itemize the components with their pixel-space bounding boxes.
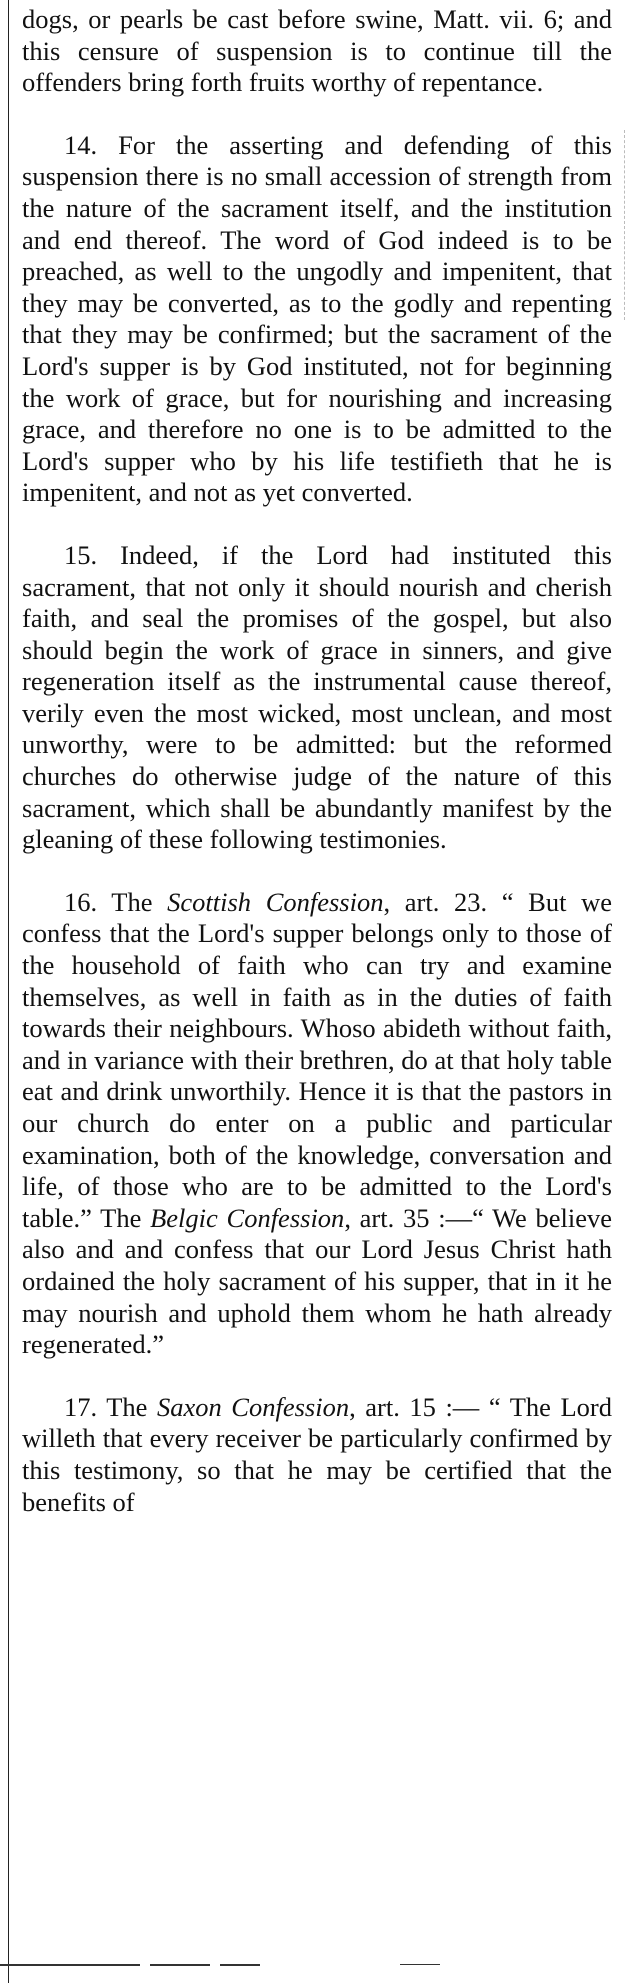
- text-run: dogs, or pearls be cast before swine, Matt. vii. 6; and this censure of suspension is to continue till the offenders bring forth fruits worthy of repentance.: [22, 4, 612, 98]
- paragraph-16: [22, 887, 612, 1361]
- paragraph-14: [22, 130, 612, 509]
- text-run: 16. The: [64, 886, 168, 917]
- italic-title: Saxon Confession: [156, 1391, 350, 1422]
- bottom-rule-segment: [400, 1964, 440, 1965]
- left-margin-rule: [8, 0, 9, 1983]
- paragraph-17: [22, 1392, 612, 1518]
- text-run: , art. 23. “ But we confess that the Lord's supper belongs only to those of the household of faith who can try and examine themselves, as well in faith as in the duties of faith towards their neighbours. Whoso abideth without faith, and in variance with their brethren, do at that holy table eat and drink unworthily. Hence it is that the pastors in our church do enter on a public and particular examination, both of the knowledge, conversation and life, of those who are to be admitted to the Lord's table.” The: [22, 886, 612, 1233]
- paragraph-13-continuation: [22, 4, 612, 99]
- text-run: 17. The: [64, 1391, 157, 1422]
- right-margin-dashed-line: [624, 130, 625, 320]
- text-run: , art. 35 :—“ We believe also and and confess that our Lord Jesus Christ hath ordained the holy sacrament of his supper, that in it he may nourish and uphold them whom he hath already regenerated.”: [22, 1202, 613, 1360]
- bottom-rule-segment: [150, 1964, 210, 1966]
- text-run: 14. For the asserting and defending of this suspension there is no small accession of strength from the nature of the sacrament itself, and the institution and end thereof. The word of God indeed is to be preached, as well to the ungodly and impenitent, that they may be converted, as to the godly and repenting that they may be confirmed; but the sacrament of the Lord's supper is by God instituted, not for beginning the work of grace, but for nourishing and increasing grace, and therefore no one is to be admitted to the Lord's supper who by his life testifieth that he is impenitent, and not as yet converted.: [22, 129, 612, 508]
- italic-title: Scottish Confession: [167, 886, 384, 917]
- italic-title: Belgic Confession: [150, 1202, 345, 1233]
- text-run: , art. 15 :— “ The Lord willeth that every receiver be particularly confirmed by this testimony, so that he may be certified that the benefits of: [22, 1391, 612, 1517]
- text-run: 15. Indeed, if the Lord had instituted this sacrament, that not only it should nourish and cherish faith, and seal the promises of the gospel, but also should begin the work of grace in sinners, and give regeneration itself as the instrumental cause thereof, verily even the most wicked, most unclean, and most unworthy, were to be admitted: but the reformed churches do otherwise judge of the nature of this sacrament, which shall be abundantly manifest by the gleaning of these following testimonies.: [22, 539, 612, 855]
- paragraph-15: [22, 540, 612, 856]
- page-body: [22, 4, 612, 1518]
- bottom-rule-segment: [220, 1964, 260, 1966]
- bottom-rule-segment: [0, 1964, 140, 1966]
